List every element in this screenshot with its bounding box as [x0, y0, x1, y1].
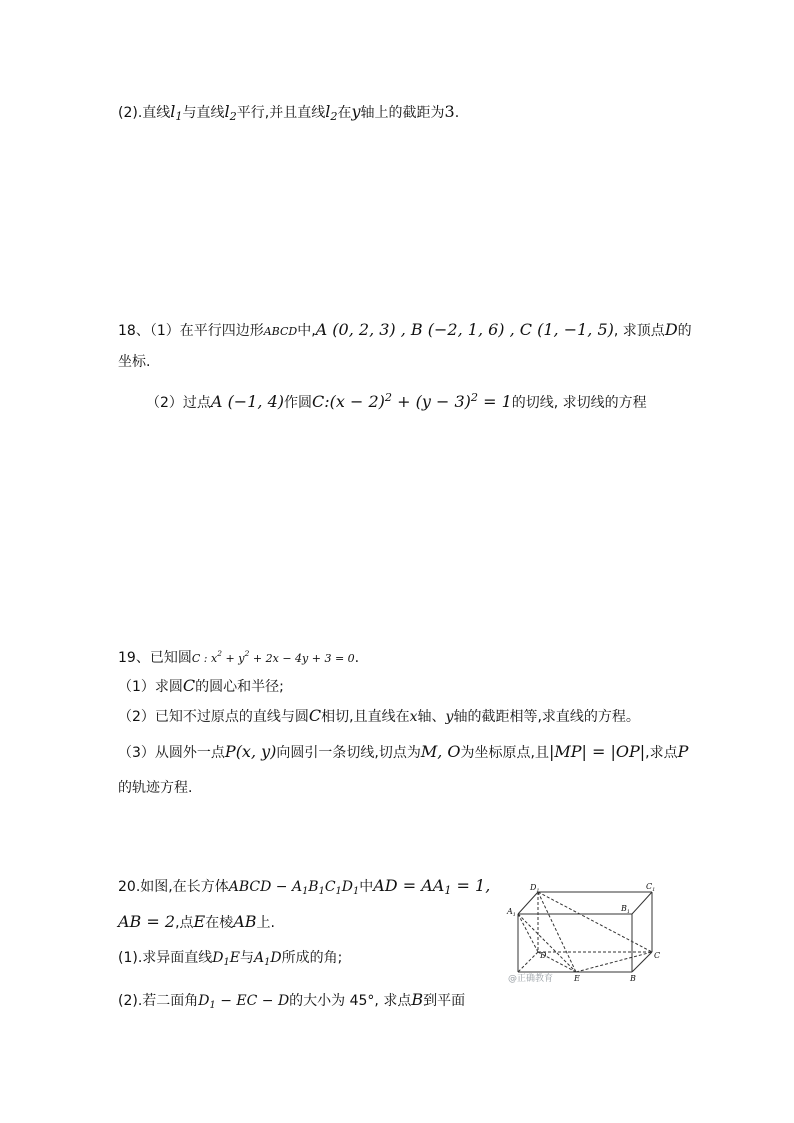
- label-a1: $A_1$: [507, 907, 516, 918]
- construction-line: [518, 914, 538, 952]
- label-d: D: [540, 951, 547, 960]
- intercept-value: 3: [444, 102, 455, 121]
- q20-text: (2).若二面角: [118, 993, 199, 1009]
- q18-text: 作圆: [283, 395, 312, 411]
- line-d1e: $D_1E$: [212, 950, 240, 968]
- q18-text: 的切线, 求切线的方程: [511, 395, 647, 411]
- q20-text: 20.如图,在长方体: [118, 879, 229, 895]
- q19-text: 为坐标原点,且: [460, 745, 549, 761]
- q19-text: ,求点: [645, 745, 678, 761]
- label-c1: $C_1$: [646, 882, 656, 893]
- point-e: E: [193, 912, 206, 931]
- q18-text: 的: [677, 323, 692, 339]
- period: .: [454, 105, 460, 121]
- var-y: y: [351, 102, 361, 121]
- q20-text: 所成的角;: [281, 950, 343, 966]
- q20-text: 中: [359, 879, 374, 895]
- label-b: B: [630, 974, 636, 983]
- q18-text: （2）过点: [146, 395, 211, 411]
- q19-text: （3）从圆外一点: [118, 745, 225, 761]
- point-p: P: [677, 742, 689, 761]
- circle-c: C: [182, 676, 196, 695]
- q19-text: 相切,且直线在: [321, 709, 410, 725]
- q18-part1: [118, 320, 692, 342]
- var-x: x: [409, 709, 418, 725]
- q19-part1: [118, 676, 284, 697]
- ad-equation: AD = $AA_1 = 1$,: [373, 876, 491, 897]
- q20-text: (1).求异面直线: [118, 950, 213, 966]
- construction-line: [576, 952, 652, 972]
- q19-intro: [118, 644, 359, 669]
- label-c: C: [654, 951, 661, 960]
- edge-ab: AB: [233, 912, 257, 931]
- q19-part2: [118, 706, 640, 727]
- q19-text: 的圆心和半径;: [195, 679, 284, 695]
- q19-text: （1）求圆: [118, 679, 183, 695]
- points-mo: M, O: [420, 742, 461, 761]
- watermark: @正确教育: [508, 974, 554, 984]
- hidden-edge: [518, 952, 538, 972]
- q20-line2: [118, 912, 275, 933]
- q17-text: 平行,并且直线: [236, 105, 326, 121]
- q17-part2: [118, 102, 459, 127]
- q17-text: (2).直线: [118, 105, 171, 121]
- points-abc: A (0, 2, 3) , B (−2, 1, 6) , C (1, −1, 5): [315, 320, 614, 339]
- dihedral-angle: $D_1$ − EC − D: [198, 993, 290, 1011]
- q19-text: 19、已知圆: [118, 650, 192, 666]
- q19-text: 轴、: [417, 709, 446, 725]
- q19-text: 向圆引一条切线,切点为: [276, 745, 421, 761]
- label-b1: $B_1$: [621, 904, 631, 915]
- label-e: E: [574, 974, 580, 983]
- q17-text: 与直线: [182, 105, 225, 121]
- q17-text: 在: [337, 105, 352, 121]
- circle-equation: C:(x − $2)^2 + (y - 3)^2 = 1$: [311, 391, 512, 411]
- edge: [518, 892, 538, 914]
- q18-part2: [146, 388, 647, 413]
- line-l1: $l_1$: [170, 102, 183, 123]
- edge: [632, 892, 652, 914]
- q20-intro: [118, 876, 490, 902]
- line-a1d: $A_1D$: [253, 950, 282, 968]
- parallelogram-abcd: ABCD: [263, 325, 298, 338]
- q19-text: （2）已知不过原点的直线与圆: [118, 709, 309, 725]
- q20-text: 到平面: [423, 993, 466, 1009]
- ab-equation: AB = 2: [118, 912, 176, 931]
- q20-part1: [118, 948, 342, 973]
- q20-text: 在棱: [205, 915, 234, 931]
- point-a: A (−1, 4): [210, 392, 284, 411]
- cuboid-figure: [504, 878, 664, 990]
- circle-equation: C : $x^2 + y^2 + 2x - 4y + 3 = 0$: [191, 649, 355, 665]
- q18-text: , 求顶点: [613, 323, 665, 339]
- label-d1: $D_1$: [530, 883, 540, 894]
- line-l2: $l_2$: [224, 102, 237, 123]
- q17-text: 轴上的截距为: [360, 105, 445, 121]
- q20-text: 上.: [256, 915, 275, 931]
- point-b: B: [411, 990, 424, 1009]
- q18-text: 中,: [297, 323, 316, 339]
- q20-part2: [118, 990, 465, 1016]
- q18-part1-line2: 坐标.: [118, 354, 151, 370]
- construction-line: [538, 892, 652, 952]
- point-p: P(x, y): [224, 742, 277, 761]
- var-y: y: [445, 709, 454, 725]
- q19-part3: [118, 742, 688, 763]
- edge: [632, 952, 652, 972]
- q20-text: ,点: [175, 915, 194, 931]
- abs-equation: |MP| = |OP|: [548, 742, 646, 761]
- construction-line: [538, 892, 576, 972]
- circle-c: C: [308, 706, 322, 725]
- q19-part3-line2: 的轨迹方程.: [118, 780, 193, 796]
- cuboid-name: ABCD − $A_1B_1C_1D_1$: [228, 879, 360, 897]
- period: .: [354, 650, 360, 666]
- vertex-d: D: [664, 320, 678, 339]
- q18-number: 18、（1）在平行四边形: [118, 323, 264, 339]
- q20-text: 的大小为 45°, 求点: [289, 993, 412, 1009]
- line-l2: $l_2$: [325, 102, 338, 123]
- q19-text: 轴的截距相等,求直线的方程。: [453, 709, 640, 725]
- q20-text: 与: [239, 950, 254, 966]
